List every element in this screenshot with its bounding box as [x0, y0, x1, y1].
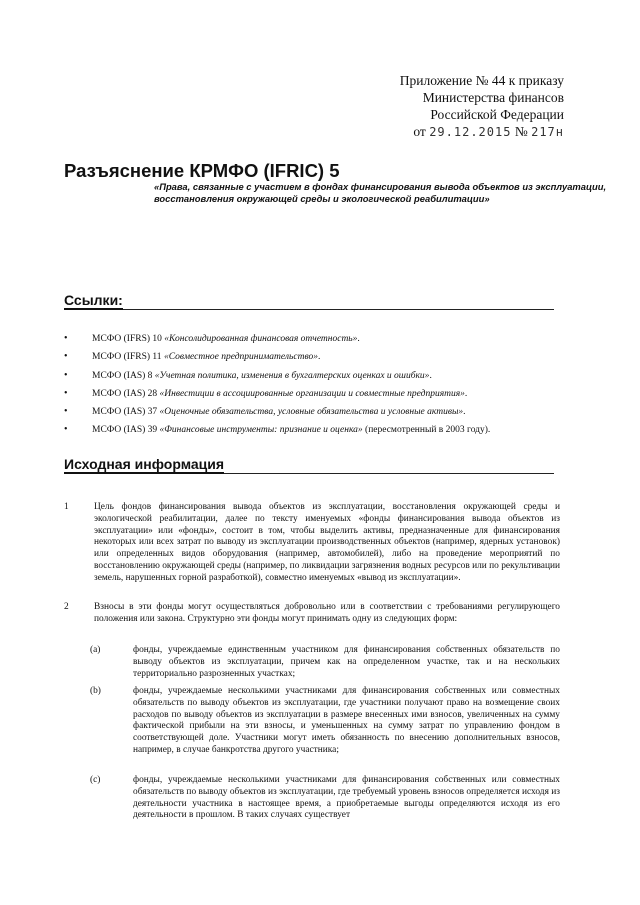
subitem-text: фонды, учреждаемые несколькими участниками для финансирования собственных или совместных обязательств по выводу объектов из эксплуатации, где требуемый уровень взносов определяется исходя из деятельности участника в настоящее время, а приобретаемые выгоды определяются исходя из его деятельности в прошлом. В таких случаях существует: [133, 775, 560, 821]
list-item: [64, 407, 564, 425]
ref-standard: МСФО (IFRS) 10: [92, 334, 162, 344]
ref-name: «Учетная политика, изменения в бухгалтерских оценках и ошибки»: [154, 370, 430, 381]
order-line: [324, 123, 564, 141]
paragraph-number: 1: [64, 502, 69, 512]
paragraph-text: Взносы в эти фонды могут осуществляться добровольно или в соответствии с требованиями регулирующего положения или закона. Структурно эти фонды могут принимать одну из следующих форм:: [94, 602, 560, 624]
subitem-label: (b): [90, 686, 101, 696]
order-prefix: от: [413, 124, 426, 139]
list-item: [64, 352, 564, 370]
paragraph-text: Цель фондов финансирования вывода объектов из эксплуатации, восстановления окружающей среды и экологической реабилитации, далее по тексту именуемых «фонды финансирования вывода объектов из эксплуатации» или «фонды», состоит в том, чтобы выделить активы, предназначенные для финансирования некоторых или всех затрат по выводу из эксплуатации производственных объектов (например, ядерных установок) или определенных видов оборудования (например, автомобилей), либо на проведение мероприятий по восстановлению окружающей среды (например, по ликвидации загрязнения водных ресурсов или по рекультивации земель, нарушенных горной разработкой), совместно именуемых «вывод из эксплуатации».: [94, 502, 560, 583]
subitem-label: (a): [90, 645, 101, 655]
ref-name: «Консолидированная финансовая отчетность»: [164, 334, 358, 344]
appendix-header: [324, 72, 564, 141]
subitem-text: фонды, учреждаемые несколькими участниками для финансирования собственных или совместных обязательств по выводу объектов из эксплуатации, где участники получают право на возмещение своих расходов по выводу объектов из эксплуатации в размере внесенных ими взносов, увеличенных на сумму фактической прибыли на эти взносы, и уменьшенных на сумму затрат по управлению фондом в соответствующей доле. Участники могут иметь обязанность по внесению дополнительных взносов, например, в случае банкротства другого участника;: [133, 686, 560, 755]
title-main: Разъяснение КРМФО (IFRIC) 5: [64, 160, 340, 181]
order-date: 29.12.2015: [429, 125, 512, 139]
ref-name: «Финансовые инструменты: признание и оценка»: [159, 425, 363, 436]
background-heading-text: Исходная информация: [64, 456, 225, 472]
ref-standard: МСФО (IFRS) 11: [92, 352, 162, 363]
ref-name: «Оценочные обязательства, условные обязательства и условные активы»: [159, 407, 464, 418]
background-heading: [64, 456, 554, 474]
ref-note: .: [463, 407, 466, 418]
ref-note: .: [357, 334, 360, 344]
title-subtitle: «Права, связанные с участием в фондах финансирования вывода объектов из эксплуатации, восстановления окружающей среды и экологической реабилитации»: [154, 181, 607, 204]
list-item: [64, 371, 564, 389]
list-item: [64, 389, 564, 407]
ref-note: (пересмотренный в 2003 году).: [362, 425, 491, 436]
bullet-icon: •: [64, 387, 68, 399]
ref-standard: МСФО (IAS) 8: [92, 370, 153, 381]
ref-note: .: [429, 370, 432, 381]
ref-name: «Совместное предпринимательство»: [163, 352, 318, 363]
ref-note: .: [464, 388, 468, 399]
bullet-icon: •: [64, 333, 68, 344]
document-title: [64, 160, 607, 204]
references-heading: [64, 292, 554, 310]
bullet-icon: •: [64, 369, 68, 381]
list-item: [64, 334, 564, 352]
bullet-icon: •: [64, 351, 68, 363]
appendix-line: Российской Федерации: [430, 107, 564, 122]
references-list: [64, 334, 564, 444]
ref-standard: МСФО (IAS) 37: [92, 407, 158, 418]
appendix-line: Министерства финансов: [422, 90, 564, 105]
ref-standard: МСФО (IAS) 39: [92, 425, 158, 436]
bullet-icon: •: [64, 406, 68, 418]
bullet-icon: •: [64, 424, 68, 436]
paragraph-number: 2: [64, 602, 69, 612]
references-heading-text: Ссылки:: [64, 292, 123, 308]
ref-standard: МСФО (IAS) 28: [92, 388, 158, 399]
list-item: [64, 425, 564, 443]
appendix-line: Приложение № 44 к приказу: [399, 73, 564, 88]
order-number: 217н: [531, 125, 564, 139]
ref-note: .: [317, 352, 321, 363]
order-number-label: №: [514, 124, 528, 139]
subitem-text: фонды, учреждаемые единственным участником для финансирования собственных обязательств по выводу объектов из эксплуатации, причем как на определенном участке, так и на нескольких территориально разрозненных участках;: [133, 645, 560, 679]
subitem-label: (c): [90, 775, 101, 785]
ref-name: «Инвестиции в ассоциированные организации и совместные предприятия»: [159, 388, 465, 399]
